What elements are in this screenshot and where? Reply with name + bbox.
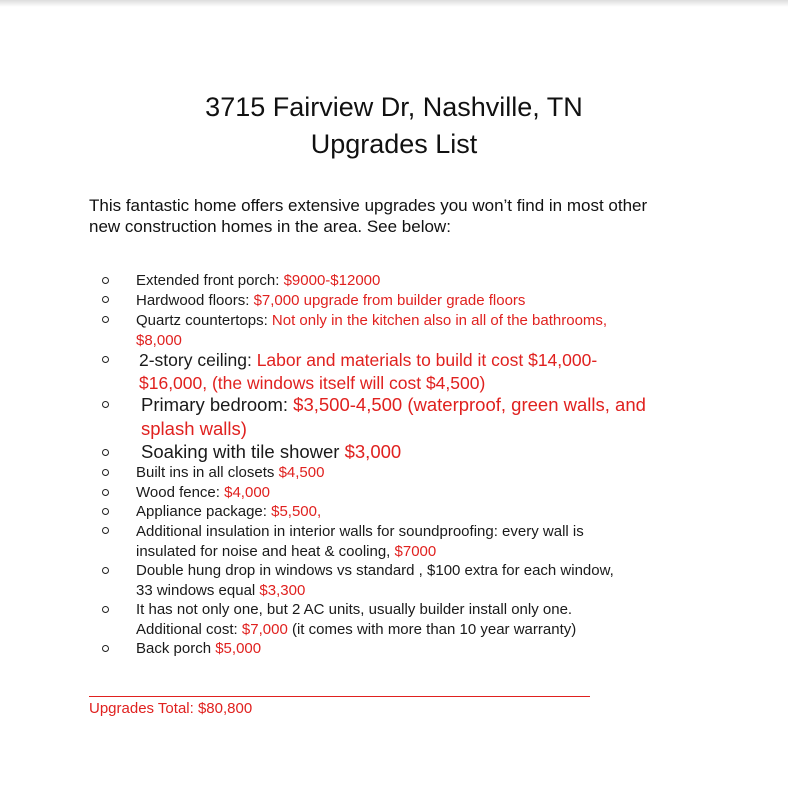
upgrades-total: Upgrades Total: $80,800	[89, 700, 253, 717]
upgrade-label: Built ins in all closets	[136, 464, 279, 481]
upgrade-cost-continued: splash walls)	[141, 417, 247, 439]
intro-line-2: new construction homes in the area. See below:	[89, 217, 451, 236]
bullet-icon	[102, 567, 109, 574]
upgrade-cost: $3,300	[259, 581, 306, 599]
intro-line-1: This fantastic home offers extensive upgrades you won’t find in most other	[89, 196, 648, 215]
upgrade-label: Appliance package:	[136, 503, 272, 520]
bullet-icon	[102, 277, 109, 284]
upgrade-cost: Not only in the kitchen also in all of the bathrooms,	[271, 312, 608, 329]
upgrade-cost: $5,000	[215, 640, 262, 657]
total-divider-line	[89, 696, 590, 697]
bullet-icon	[102, 316, 109, 323]
bullet-icon	[102, 401, 109, 408]
upgrade-label-continued: insulated for noise and heat & cooling,	[136, 542, 395, 560]
upgrade-label: Double hung drop in windows vs standard , $100 extra for each window,	[136, 562, 614, 579]
upgrade-cost-continued: $16,000, (the windows itself will cost $4,500)	[139, 372, 486, 393]
upgrade-label-continued: Additional cost:	[136, 620, 242, 638]
upgrade-label: 2-story ceiling:	[139, 350, 257, 370]
upgrade-label: Primary bedroom:	[141, 394, 294, 415]
upgrade-cost: $5,500,	[271, 503, 322, 520]
upgrade-cost: $7000	[394, 542, 437, 560]
bullet-icon	[102, 645, 109, 652]
bullet-icon	[102, 508, 109, 515]
upgrade-label: Soaking with tile shower	[141, 441, 345, 462]
upgrade-label: Quartz countertops:	[136, 312, 272, 329]
page-subtitle: Upgrades List	[310, 129, 478, 159]
intro-paragraph	[89, 195, 729, 237]
upgrade-label: Back porch	[136, 640, 216, 657]
upgrade-cost: $3,000	[344, 441, 402, 462]
upgrade-cost: $9000-$12000	[283, 272, 381, 289]
bullet-icon	[102, 489, 109, 496]
upgrade-label: Wood fence:	[136, 484, 225, 501]
bullet-icon	[102, 356, 109, 363]
upgrade-label: Hardwood floors:	[136, 292, 254, 309]
bullet-icon	[102, 296, 109, 303]
upgrade-cost: $4,000	[224, 484, 271, 501]
page-title-address: 3715 Fairview Dr, Nashville, TN	[205, 92, 583, 122]
upgrade-label: Extended front porch:	[136, 272, 284, 289]
upgrade-cost: $7,000	[241, 620, 288, 638]
top-shadow-bar	[0, 0, 788, 7]
upgrade-label: It has not only one, but 2 AC units, usually builder install only one.	[136, 601, 573, 618]
bullet-icon	[102, 469, 109, 476]
upgrade-label: Additional insulation in interior walls for soundproofing: every wall is	[136, 523, 584, 540]
upgrade-cost: Labor and materials to build it cost $14,000-	[256, 350, 598, 370]
upgrade-note: (it comes with more than 10 year warranty)	[287, 620, 577, 638]
upgrade-cost-continued: $8,000	[136, 331, 182, 349]
upgrade-label-continued: 33 windows equal	[136, 581, 260, 599]
upgrade-cost: $7,000 upgrade from builder grade floors	[253, 292, 526, 309]
bullet-icon	[102, 449, 109, 456]
bullet-icon	[102, 606, 109, 613]
upgrade-cost: $4,500	[278, 464, 325, 481]
bullet-icon	[102, 527, 109, 534]
upgrade-cost: $3,500-4,500 (waterproof, green walls, and	[293, 394, 646, 415]
